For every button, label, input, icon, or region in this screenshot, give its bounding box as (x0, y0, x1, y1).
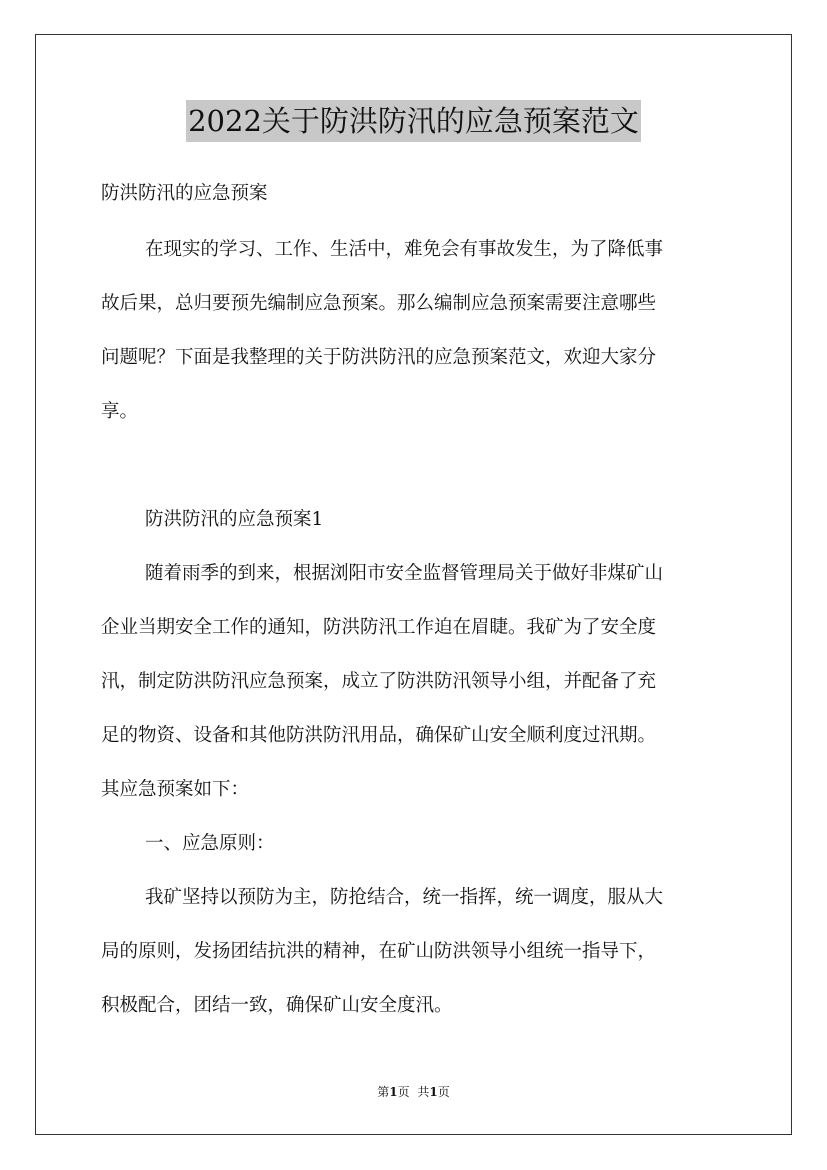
paragraph-line: 积极配合，团结一致，确保矿山安全度汛。 (101, 995, 453, 1016)
page-number: 1 (389, 1085, 398, 1099)
paragraph-line: 故后果，总归要预先编制应急预案。那么编制应急预案需要注意哪些 (101, 293, 657, 314)
paragraph-line: 其应急预案如下： (101, 779, 250, 800)
paragraph-line: 汛，制定防洪防汛应急预案，成立了防洪防汛领导小组，并配备了充 (101, 671, 657, 692)
total-pages: 1 (429, 1085, 438, 1099)
page-prefix: 第 (377, 1085, 390, 1099)
page-suffix: 页 (397, 1085, 410, 1099)
page-footer (0, 1083, 827, 1100)
document-title: 2022关于防洪防汛的应急预案范文 (186, 100, 641, 142)
paragraph-line: 问题呢？下面是我整理的关于防洪防汛的应急预案范文，欢迎大家分 (101, 347, 657, 368)
section-heading: 防洪防汛的应急预案 (101, 183, 268, 204)
total-prefix: 共 (417, 1085, 430, 1099)
list-heading: 一、应急原则： (145, 833, 275, 854)
paragraph-line: 足的物资、设备和其他防洪防汛用品，确保矿山安全顺利度过汛期。 (101, 725, 657, 746)
title-container (0, 100, 827, 142)
subsection-heading: 防洪防汛的应急预案1 (145, 509, 324, 530)
paragraph-line: 享。 (101, 401, 139, 422)
paragraph-line: 随着雨季的到来，根据浏阳市安全监督管理局关于做好非煤矿山 (145, 563, 664, 584)
paragraph-line: 在现实的学习、工作、生活中，难免会有事故发生，为了降低事 (145, 239, 664, 260)
paragraph-line: 企业当期安全工作的通知，防洪防汛工作迫在眉睫。我矿为了安全度 (101, 617, 657, 638)
paragraph-line: 局的原则，发扬团结抗洪的精神，在矿山防洪领导小组统一指导下， (101, 941, 657, 962)
total-suffix: 页 (437, 1085, 450, 1099)
paragraph-line: 我矿坚持以预防为主，防抢结合，统一指挥，统一调度，服从大 (145, 887, 664, 908)
